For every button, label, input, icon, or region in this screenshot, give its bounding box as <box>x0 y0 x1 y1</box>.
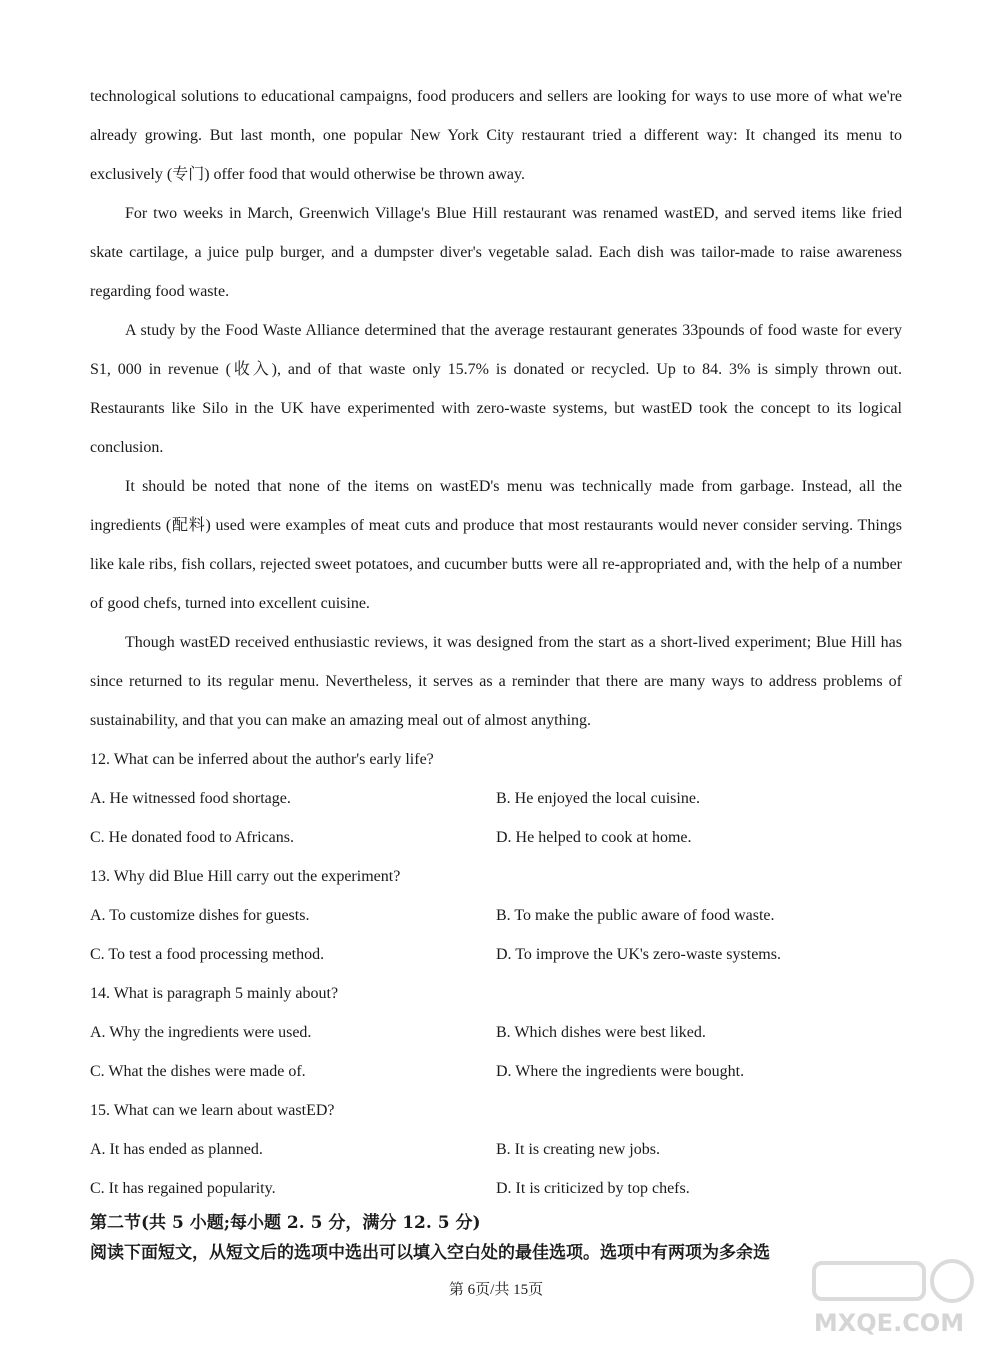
passage-paragraph-1: technological solutions to educational campaigns, food producers and sellers are looking for ways to use more of what we're already growing. But last month, one popular New York City restaurant tried a different way: It changed its menu to exclusively (专门) offer food that would otherwise be thrown away. <box>90 88 902 183</box>
watermark-text: MXQE.COM <box>813 1309 965 1337</box>
question-13-stem: 13. Why did Blue Hill carry out the experiment? <box>90 868 401 885</box>
question-12-option-d: D. He helped to cook at home. <box>496 829 692 846</box>
passage-paragraph-4: It should be noted that none of the items on wastED's menu was technically made from garbage. Instead, all the ingredients (配料) used were examples of meat cuts and produce that most restaurants would never consider serving. Things like kale ribs, fish collars, rejected sweet potatoes, and cucumber butts were all re-appropriated and, with the help of a number of good chefs, turned into excellent cuisine. <box>90 478 902 612</box>
question-13-option-b: B. To make the public aware of food waste. <box>496 907 775 924</box>
question-12-option-a: A. He witnessed food shortage. <box>90 790 291 807</box>
watermark-logo <box>804 1251 974 1341</box>
passage-paragraph-3: A study by the Food Waste Alliance determined that the average restaurant generates 33pounds of food waste for every S1, 000 in revenue (收入), and of that waste only 15.7% is donated or recycled. Up to 84. 3% is simply thrown out. Restaurants like Silo in the UK have experimented with zero-waste systems, but wastED took the concept to its logical conclusion. <box>90 322 902 456</box>
question-13-option-d: D. To improve the UK's zero-waste systems. <box>496 946 781 963</box>
question-12-option-b: B. He enjoyed the local cuisine. <box>496 790 700 807</box>
question-14-option-c: C. What the dishes were made of. <box>90 1063 306 1080</box>
question-15-option-b: B. It is creating new jobs. <box>496 1141 660 1158</box>
watermark-circle-icon <box>932 1261 972 1301</box>
question-14-option-d: D. Where the ingredients were bought. <box>496 1063 745 1080</box>
question-15-option-d: D. It is criticized by top chefs. <box>496 1180 690 1197</box>
question-14-option-a: A. Why the ingredients were used. <box>90 1024 312 1041</box>
question-14-stem: 14. What is paragraph 5 mainly about? <box>90 985 339 1002</box>
question-13-option-a: A. To customize dishes for guests. <box>90 907 310 924</box>
section-2-instruction: 阅读下面短文，从短文后的选项中选出可以填入空白处的最佳选项。选项中有两项为多余选 <box>90 1243 770 1263</box>
question-15-stem: 15. What can we learn about wastED? <box>90 1102 335 1119</box>
watermark-badge-icon <box>814 1263 924 1299</box>
question-12-option-c: C. He donated food to Africans. <box>90 829 294 846</box>
question-15-option-c: C. It has regained popularity. <box>90 1180 276 1197</box>
passage-paragraph-5: Though wastED received enthusiastic reviews, it was designed from the start as a short-lived experiment; Blue Hill has since returned to its regular menu. Nevertheless, it serves as a reminder that there are many ways to address problems of sustainability, and that you can make an amazing meal out of almost anything. <box>90 634 902 729</box>
question-13-option-c: C. To test a food processing method. <box>90 946 325 963</box>
question-15-option-a: A. It has ended as planned. <box>90 1141 263 1158</box>
section-2-heading: 第二节(共 5 小题;每小题 2. 5 分，满分 12. 5 分) <box>90 1213 481 1233</box>
question-12-stem: 12. What can be inferred about the author's early life? <box>90 751 434 768</box>
passage-paragraph-2: For two weeks in March, Greenwich Village's Blue Hill restaurant was renamed wastED, and served items like fried skate cartilage, a juice pulp burger, and a dumpster diver's vegetable salad. Each dish was tailor-made to raise awareness regarding food waste. <box>90 205 902 300</box>
question-14-option-b: B. Which dishes were best liked. <box>496 1024 706 1041</box>
page-number: 第 6页/共 15页 <box>448 1282 544 1298</box>
